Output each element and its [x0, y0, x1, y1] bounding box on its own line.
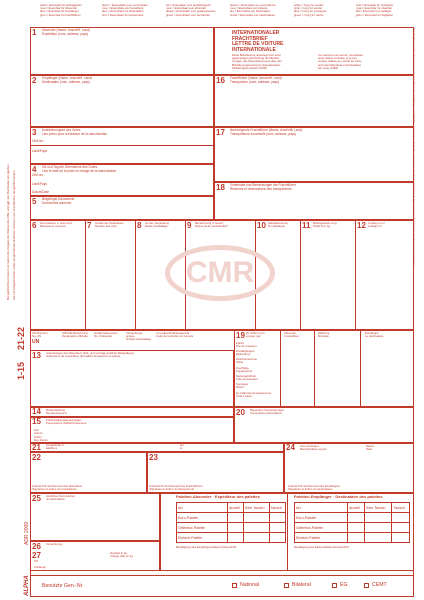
pallet-col: Tausch: [392, 503, 410, 513]
field-25-number: 25: [32, 494, 41, 503]
pallet-row-label: Gitterbox-Palette: [295, 523, 348, 533]
pallet-cell[interactable]: [365, 533, 392, 543]
pallet-cell[interactable]: [228, 513, 244, 523]
field-4-land: Land/Pays: [32, 182, 48, 186]
f19-div: [314, 330, 315, 407]
field-15-unfrei: Unfrei Non franco: [34, 435, 48, 443]
field-2-label: Empfänger (Name, Anschrift, Land) Destinataire (nom, adresse, pays): [42, 76, 92, 84]
pallet-row[interactable]: [177, 533, 286, 543]
adr-tun: Tunnelbeschränkungscode Code de restriction en tunnels: [156, 331, 194, 339]
f19-col-waehrung: Währung Monnaie: [318, 331, 330, 339]
pallet-cell[interactable]: [348, 533, 365, 543]
side-big-2: 21-22: [16, 326, 26, 350]
adr-name: Offizielle Benennung Désignation officielle: [62, 331, 88, 339]
pallet-col: Tausch: [269, 503, 285, 513]
f19-div: [360, 330, 361, 407]
f19-col-absender: Absender L'expéditeur: [284, 331, 300, 339]
pallet-head: [177, 503, 286, 513]
kfz-label: Kfz: [34, 559, 39, 563]
pallet-col: Anzahl: [348, 503, 365, 513]
field-25-label: Amtliches Kennzeichen Immatriculation: [46, 494, 76, 502]
title-main: INTERNATIONALER FRACHTBRIEF LETTRE DE VOITURE INTERNATIONALE: [232, 30, 284, 53]
copies-header: [40, 4, 418, 26]
pallet-row[interactable]: [177, 513, 286, 523]
field-17-label: Nachfolgende Frachtführer (Name, Anschrift, Land) Transporteurs successifs (nom, adresse, pays): [230, 128, 303, 136]
pallet-table-left: [176, 502, 286, 543]
field-2-number: 2: [32, 76, 37, 85]
col-12-number: 12: [357, 221, 366, 230]
col-8-label: Art der Verpackung Mode d'emballage: [145, 221, 169, 229]
title-note: Diese Beförderung unterliegt trotz einer gegenteiligen Abmachung den Bestim- mungen des Übereinkommens über den Beförderungsvertrag im internationalen Straßengüterverkehr (CMR).: [232, 53, 282, 70]
col-6-number: 6: [32, 221, 37, 230]
pallet-cell[interactable]: [392, 533, 410, 543]
pallet-row-label: Einfach-Palette: [295, 533, 348, 543]
col-divider: [355, 220, 356, 330]
col-10-number: 10: [257, 221, 266, 230]
pallet-row[interactable]: [177, 523, 286, 533]
pallet-cell[interactable]: [269, 533, 285, 543]
pallet-row[interactable]: [295, 523, 410, 533]
printer-logo: ALPHA: [24, 575, 30, 596]
field-3-divider: [30, 145, 214, 146]
adr-class: Gefahrzettelmuster No. d'étiquette: [94, 331, 118, 339]
pallet-table-right: [294, 502, 410, 543]
field-24-number: 24: [286, 443, 295, 452]
col-divider: [85, 220, 86, 330]
col-divider: [300, 220, 301, 330]
pallet-sig-left: Bestätigung des Empfängers/Datum/Unterschrift: [176, 545, 237, 549]
adr-vg: Verpackungs- gruppe Groupe d'emballage: [126, 331, 152, 342]
pallet-cell[interactable]: [228, 523, 244, 533]
field-21-am: am le: [180, 443, 184, 451]
col-12-label: Umfang in m³ Cubage m³: [368, 221, 385, 229]
col-9-number: 9: [187, 221, 192, 230]
col-8-number: 8: [137, 221, 142, 230]
col-9-label: Bezeichnung d. Gutes* Nature de la marchandise*: [195, 221, 229, 229]
pallet-cell[interactable]: [348, 523, 365, 533]
field-15-label: Frachtzahlungsanweisungen Prescriptions d'affranchissement: [46, 418, 87, 426]
field-21[interactable]: [30, 443, 284, 452]
checkbox-bilateral[interactable]: [284, 583, 289, 588]
field-3-land: Land/Pays: [32, 149, 48, 153]
field-24-label: Gut empfangen Marchandises reçues: [300, 444, 327, 452]
field-3-number: 3: [32, 128, 37, 137]
label-eg: EG: [340, 582, 348, 588]
pallet-cell[interactable]: [365, 523, 392, 533]
field-16-number: 16: [216, 76, 225, 85]
copies-col-3: wit = Exemplaar voor opdrachtgever roos = Exemplaar voor afzender blauw = Exemplaar voor geadresseerde groen = Exemplaar voor vervoerder: [166, 3, 216, 17]
col-divider: [135, 220, 136, 330]
title-note-fr: Ce transport est soumis, nonobstant toute clause contraire, à la Con- vention relative au contrat de trans- port international de marchandises par route (CMR).: [318, 53, 363, 70]
field-26-number: 26: [32, 542, 41, 551]
cmr-watermark-text: CMR: [185, 256, 255, 289]
label-cemt: CEMT: [372, 582, 387, 588]
f19-div: [280, 330, 281, 407]
label-bilateral: Bilateral: [292, 582, 311, 588]
field-21-label: Ausgefertigt in Etablie à: [46, 443, 64, 451]
anhaenger-label: Anhänger: [34, 565, 47, 569]
side-note-1: Bei gefährlichen Gütern ist neben der Angabe der Klasse die Ziffer und ggf. der Buchstabe anzugeben.: [6, 163, 10, 300]
pallet-col: Art: [295, 503, 348, 513]
footer-benutzte: Benutzte Gen.-Nr.: [42, 583, 84, 589]
copies-col-6: hvid = Exemplar for ordregiver rosa = Exemplar for afsender blå = Exemplar for modtager grøn = Exemplar for fragtfører: [356, 3, 394, 17]
field-27-number: 27: [32, 551, 41, 560]
pallet-cell[interactable]: [348, 513, 365, 523]
field-24-datum: Datum Date: [366, 444, 375, 452]
field-23-sig: Unterschrift und Stempel des Frachtführers (Signature et timbre du transporteur): [149, 484, 203, 492]
field-18-number: 18: [216, 183, 225, 192]
adr-un: UN: [32, 339, 40, 345]
checkbox-eg[interactable]: [332, 583, 337, 588]
right-margin-text: Die Angaben auf der Vorderseite sind vom Absender, Empfänger, Frachtführer einzutragen. Copy-Nr.: 1 2 3 4 Les rubriques encadrées de lignes grasses doivent être remplies par le transporteur.: [412, 28, 416, 268]
field-21-number: 21: [32, 443, 41, 452]
field-4-ort: Ort/Lieu: [32, 173, 44, 177]
label-national: National: [240, 582, 260, 588]
copies-col-1: weiß = Exemplar für Auftraggeber rosa = Exemplar für Absender blau = Exemplar für Empfänger grün = Exemplar für Frachtführer: [40, 3, 82, 17]
field-5-label: Beigefügte Dokumente Documents annexés: [42, 197, 75, 205]
copies-col-5: white = Copy for sender pink = Copy for sender blue = Copy for consignee green = Copy for carrier: [294, 3, 327, 17]
pallet-cell[interactable]: [243, 523, 269, 533]
field-19-label: Zu zahlen vom: A payer par:: [246, 331, 266, 339]
col-7-label: Anzahl der Packstücke Nombre des colis: [95, 221, 124, 229]
f19-row: Nebengebühren Frais accessoires: [236, 374, 258, 382]
side-big-1: 1-15: [16, 361, 26, 380]
pallet-cell[interactable]: [243, 533, 269, 543]
adr-year: ADR 2009: [24, 521, 30, 545]
pallet-cell[interactable]: [269, 523, 285, 533]
field-3-ort: Ort/Lieu: [32, 139, 44, 143]
field-22-number: 22: [32, 453, 41, 462]
field-22-sig: Unterschrift und Stempel des Absenders (Signature et timbre de l'expéditeur): [32, 484, 83, 492]
f19-row: Zwischensumme Solde: [236, 357, 257, 365]
field-13-label: Anweisungen des Absenders (Zoll- und sonstige amtliche Behandlung) Instructions de l'expéditeur (formalités douanières et autres): [46, 351, 134, 359]
col-11-label: Bruttogewicht in kg Poids brut, kg: [313, 221, 337, 229]
field-13[interactable]: [30, 350, 234, 407]
cmr-watermark: [165, 245, 275, 301]
field-14-label: Rückerstattung Remboursement: [46, 408, 67, 416]
checkbox-national[interactable]: [232, 583, 237, 588]
field-24-sig: Unterschrift und Stempel des Empfängers (Signature et timbre du destinataire): [288, 484, 340, 492]
copies-col-4: bianco = Esemplare per committente rosa = Esemplare per mittente blu = Esemplare per destinatario verde = Esemplare per trasportatore: [230, 3, 276, 17]
f19-row: Zu zahlende Gesamtsumme Total à payer: [236, 391, 272, 399]
pallet-row-label: Einfach-Palette: [177, 533, 228, 543]
field-26-label: Verrechnung:: [46, 542, 63, 546]
pallet-row-label: Euro-Palette: [295, 513, 348, 523]
pallet-cell[interactable]: [392, 513, 410, 523]
field-23-number: 23: [149, 453, 158, 462]
pallet-cell[interactable]: [228, 533, 244, 543]
pallet-row[interactable]: [295, 533, 410, 543]
field-5-number: 5: [32, 197, 37, 206]
pallet-cell[interactable]: [392, 523, 410, 533]
f19-row: Zuschläge Suppléments: [236, 366, 253, 374]
field-19-number: 19: [236, 331, 245, 340]
field-26-nutzlast: Nutzlast in kg Charge utile en kg: [110, 551, 133, 559]
side-note-2: Die mit fettgedruckten Linien eingerahmten Rubriken müssen vom Frachtführer ausgefüllt werden.: [12, 169, 16, 300]
field-3-label: Auslieferungsort des Gutes Lieu prévu pour la livraison de la marchandise: [42, 128, 108, 136]
pallet-cell[interactable]: [243, 513, 269, 523]
field-16-label: Frachtführer (Name, Anschrift, Land) Transporteur (nom, adresse, pays): [230, 76, 282, 84]
col-7-number: 7: [87, 221, 92, 230]
field-13-number: 13: [32, 351, 41, 360]
col-6-label: Kennzeichen u. Nummern Marques et numéros: [40, 221, 73, 229]
field-15-number: 15: [32, 417, 41, 426]
pallet-left-title: Paletten-Absender · Expéditeur des palettes: [176, 494, 260, 499]
field-1-number: 1: [32, 28, 37, 37]
field-20-label: Besondere Vereinbarungen Conventions particulières: [250, 408, 285, 416]
pallet-sig-right: Bestätigung des Fahrers/Datum/Unterschrift: [294, 545, 349, 549]
pallet-cell[interactable]: [269, 513, 285, 523]
pallet-right-title: Paletten-Empfänger · Destinataire des palettes: [294, 494, 383, 499]
field-14-number: 14: [32, 407, 41, 416]
col-11-number: 11: [302, 221, 311, 230]
pallet-row-label: Gitterbox-Palette: [177, 523, 228, 533]
pallet-mid: [287, 493, 288, 571]
pallet-head: [295, 503, 410, 513]
adr-un-label: UN-Nummer No. UN: [32, 331, 48, 339]
field-4-number: 4: [32, 165, 37, 174]
field-4-label: Ort und Tag der Übernahme des Gutes Lieu et date de la prise en charge de la marchandise: [42, 165, 117, 173]
footer-bar: [30, 575, 414, 597]
pallet-col: Anzahl: [228, 503, 244, 513]
field-17-number: 17: [216, 128, 225, 137]
pallet-col: Art: [177, 503, 228, 513]
pallet-row[interactable]: [295, 513, 410, 523]
pallet-col: Kein Tausch: [243, 503, 269, 513]
field-15-frei: Frei Franco: [34, 428, 43, 436]
checkbox-cemt[interactable]: [364, 583, 369, 588]
field-1-label: Absender (Name, Anschrift, Land) Expéditeur (nom, adresse, pays): [42, 28, 91, 36]
f19-row: Ermäßigungen Réductions: [236, 349, 255, 357]
field-18-label: Vorbehalte und Bemerkungen der Frachtführer Réserves et observations des transporteurs: [230, 183, 296, 191]
copies-col-2: blanc = Exemplaire pour commettant rose = Exemplaire de l'expéditeur bleu = Exemplaire du destinataire vert = Exemplaire du transporteur: [102, 3, 148, 17]
field-4-datum: Datum/Date: [32, 190, 50, 194]
field-20-number: 20: [236, 408, 245, 417]
pallet-col: Kein Tausch: [365, 503, 392, 513]
f19-row: Fracht Prix de transport: [236, 341, 257, 349]
f19-row: Sonstiges Divers: [236, 382, 249, 390]
f19-col-empfaenger: Empfänger Le destinataire: [365, 331, 384, 339]
col-10-label: Statistiknummer No statistique: [268, 221, 289, 229]
pallet-cell[interactable]: [365, 513, 392, 523]
pallet-row-label: Euro-Palette: [177, 513, 228, 523]
